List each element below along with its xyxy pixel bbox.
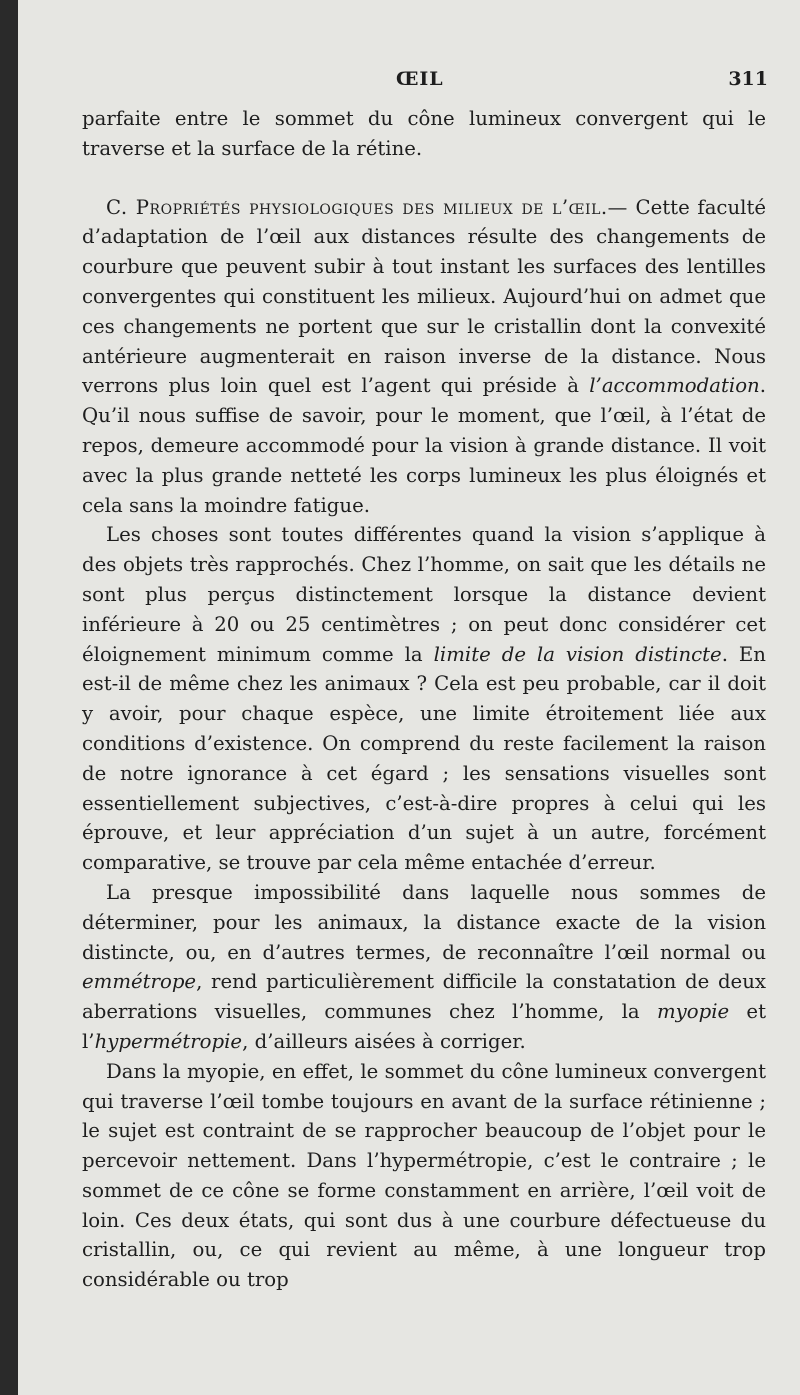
- paragraph-section-c: [82, 193, 766, 521]
- paragraph-text: . En est-il de même chez les animaux ? Cela est peu probable, car il doit y avoir, pour chaque espèce, une limite étroitement liée aux conditions d’existence. On comprend du reste facilement la raison de notre ignorance à cet égard ; les sensations visuelles sont essentiellement subjectives, c’est-à-dire propres à celui qui les éprouve, et leur appréciation d’un sujet à un autre, forcément comparative, se trouve par cela même entachée d’erreur.: [82, 642, 766, 875]
- section-heading: C. Propriétés physiologiques des milieux de l’œil.—: [106, 195, 628, 219]
- paragraph-text: , rend particulièrement difficile la constatation de deux aberrations visuelles, communes chez l’homme, la: [82, 970, 766, 1024]
- paragraph-continuation: parfaite entre le sommet du cône lumineux convergent qui le traverse et la surface de la rétine.: [82, 107, 766, 160]
- page-header: [18, 68, 800, 98]
- italic-term: myopie: [656, 1000, 730, 1024]
- running-title: ŒIL: [396, 68, 444, 90]
- body-text: [82, 104, 766, 1295]
- italic-term: l’accommodation: [589, 374, 760, 398]
- paragraph-text: , d’ailleurs aisées à corriger.: [242, 1029, 526, 1053]
- italic-term: hypermétropie: [94, 1029, 243, 1053]
- italic-term: limite de la vision distincte: [433, 642, 722, 666]
- paragraph-near-vision: [82, 520, 766, 878]
- book-page: [18, 0, 800, 1395]
- paragraph-text: Cette faculté d’adaptation de l’œil aux distances résulte des changements de courbure que peuvent subir à tout instant les surfaces des lentilles convergentes qui constituent les milieux. Aujourd’hui on admet que ces changements ne portent que sur le cristallin dont la convexité antérieure augmenterait en raison inverse de la distance. Nous verrons plus loin quel est l’agent qui préside à: [82, 195, 767, 398]
- paragraph-myopia: Dans la myopie, en effet, le sommet du cône lumineux convergent qui traverse l’œil tombe toujours en avant de la surface rétinienne ; le sujet est contraint de se rapprocher beaucoup de l’objet pour le percevoir nettement. Dans l’hypermétropie, c’est le contraire ; le sommet de ce cône se forme constamment en arrière, l’œil voit de loin. Ces deux états, qui sont dus à une courbure défectueuse du cristallin, ou, ce qui revient au même, à une longueur trop considérable ou trop: [82, 1059, 766, 1292]
- paragraph-text: . Qu’il nous suffise de savoir, pour le moment, que l’œil, à l’état de repos, demeure accommodé pour la vision à grande distance. Il voit avec la plus grande netteté les corps lumineux les plus éloignés et cela sans la moindre fatigue.: [82, 374, 766, 517]
- italic-term: emmétrope: [82, 970, 197, 994]
- paragraph-text: et l’: [82, 1000, 766, 1053]
- paragraph-text: Les choses sont toutes différentes quand la vision s’applique à des objets très rapprochés. Chez l’homme, on sait que les détails ne sont plus perçus distinctement lorsque la distance devient inférieure à 20 ou 25 centimètres ; on peut donc considérer cet éloignement minimum comme la: [82, 523, 766, 666]
- paragraph-text: La presque impossibilité dans laquelle nous sommes de déterminer, pour les animaux, la distance exacte de la vision distincte, ou, en d’autres termes, de reconnaître l’œil normal ou: [82, 880, 766, 964]
- paragraph-emmetrope: [82, 878, 766, 1057]
- page-number: 311: [728, 68, 768, 90]
